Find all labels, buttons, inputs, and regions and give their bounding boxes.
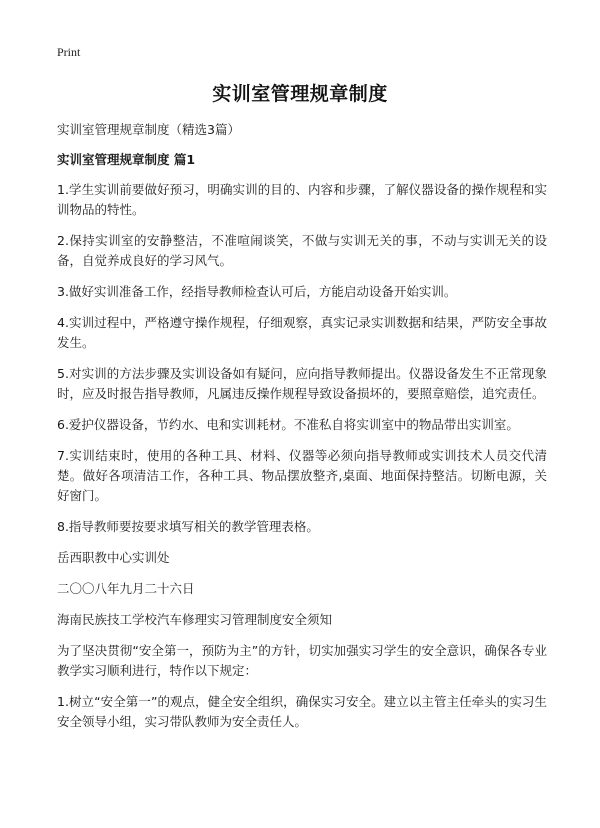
document-body (57, 120, 547, 743)
rule-item: 4.实训过程中，严格遵守操作规程，仔细观察，真实记录实训数据和结果，严防安全事故发生。 (57, 315, 547, 350)
rule-item: 1.学生实训前要做好预习，明确实训的目的、内容和步骤，了解仪器设备的操作规程和实训物品的特性。 (57, 182, 547, 217)
rule-item: 2.保持实训室的安静整洁，不准喧闹谈笑，不做与实训无关的事，不动与实训无关的设备，自觉养成良好的学习风气。 (57, 233, 547, 268)
safety-item: 1.树立“安全第一”的观点，健全安全组织，确保实习安全。建立以主管主任牵头的实习生安全领导小组，实习带队教师为安全责任人。 (57, 694, 547, 729)
issuer-name: 岳西职教中心实训处 (57, 550, 170, 565)
rule-item: 6.爱护仪器设备，节约水、电和实训耗材。不准私自将实训室中的物品带出实训室。 (57, 417, 519, 432)
section-heading-1: 实训室管理规章制度 篇1 (57, 152, 196, 167)
document-subtitle: 实训室管理规章制度（精选3篇） (57, 122, 240, 137)
issue-date: 二〇〇八年九月二十六日 (57, 581, 195, 596)
print-label: Print (57, 45, 81, 59)
document-title: 实训室管理规章制度 (212, 83, 388, 105)
section-intro: 为了坚决贯彻“安全第一，预防为主”的方针，切实加强实习学生的安全意识，确保各专业教学实习顺利进行，特作以下规定： (57, 643, 547, 678)
section-heading-2: 海南民族技工学校汽车修理实习管理制度安全须知 (57, 612, 333, 627)
rule-item: 7.实训结束时，使用的各种工具、材料、仪器等必须向指导教师或实训技术人员交代清楚。做好各项清洁工作，各种工具、物品摆放整齐,桌面、地面保持整洁。切断电源，关好窗门。 (57, 448, 547, 503)
rule-item: 5.对实训的方法步骤及实训设备如有疑问，应向指导教师提出。仪器设备发生不正常现象时，应及时报告指导教师，凡属违反操作规程导致设备损坏的，要照章赔偿，追究责任。 (57, 366, 547, 401)
rule-item: 3.做好实训准备工作，经指导教师检查认可后，方能启动设备开始实训。 (57, 284, 457, 299)
rule-item: 8.指导教师要按要求填写相关的教学管理表格。 (57, 519, 319, 534)
